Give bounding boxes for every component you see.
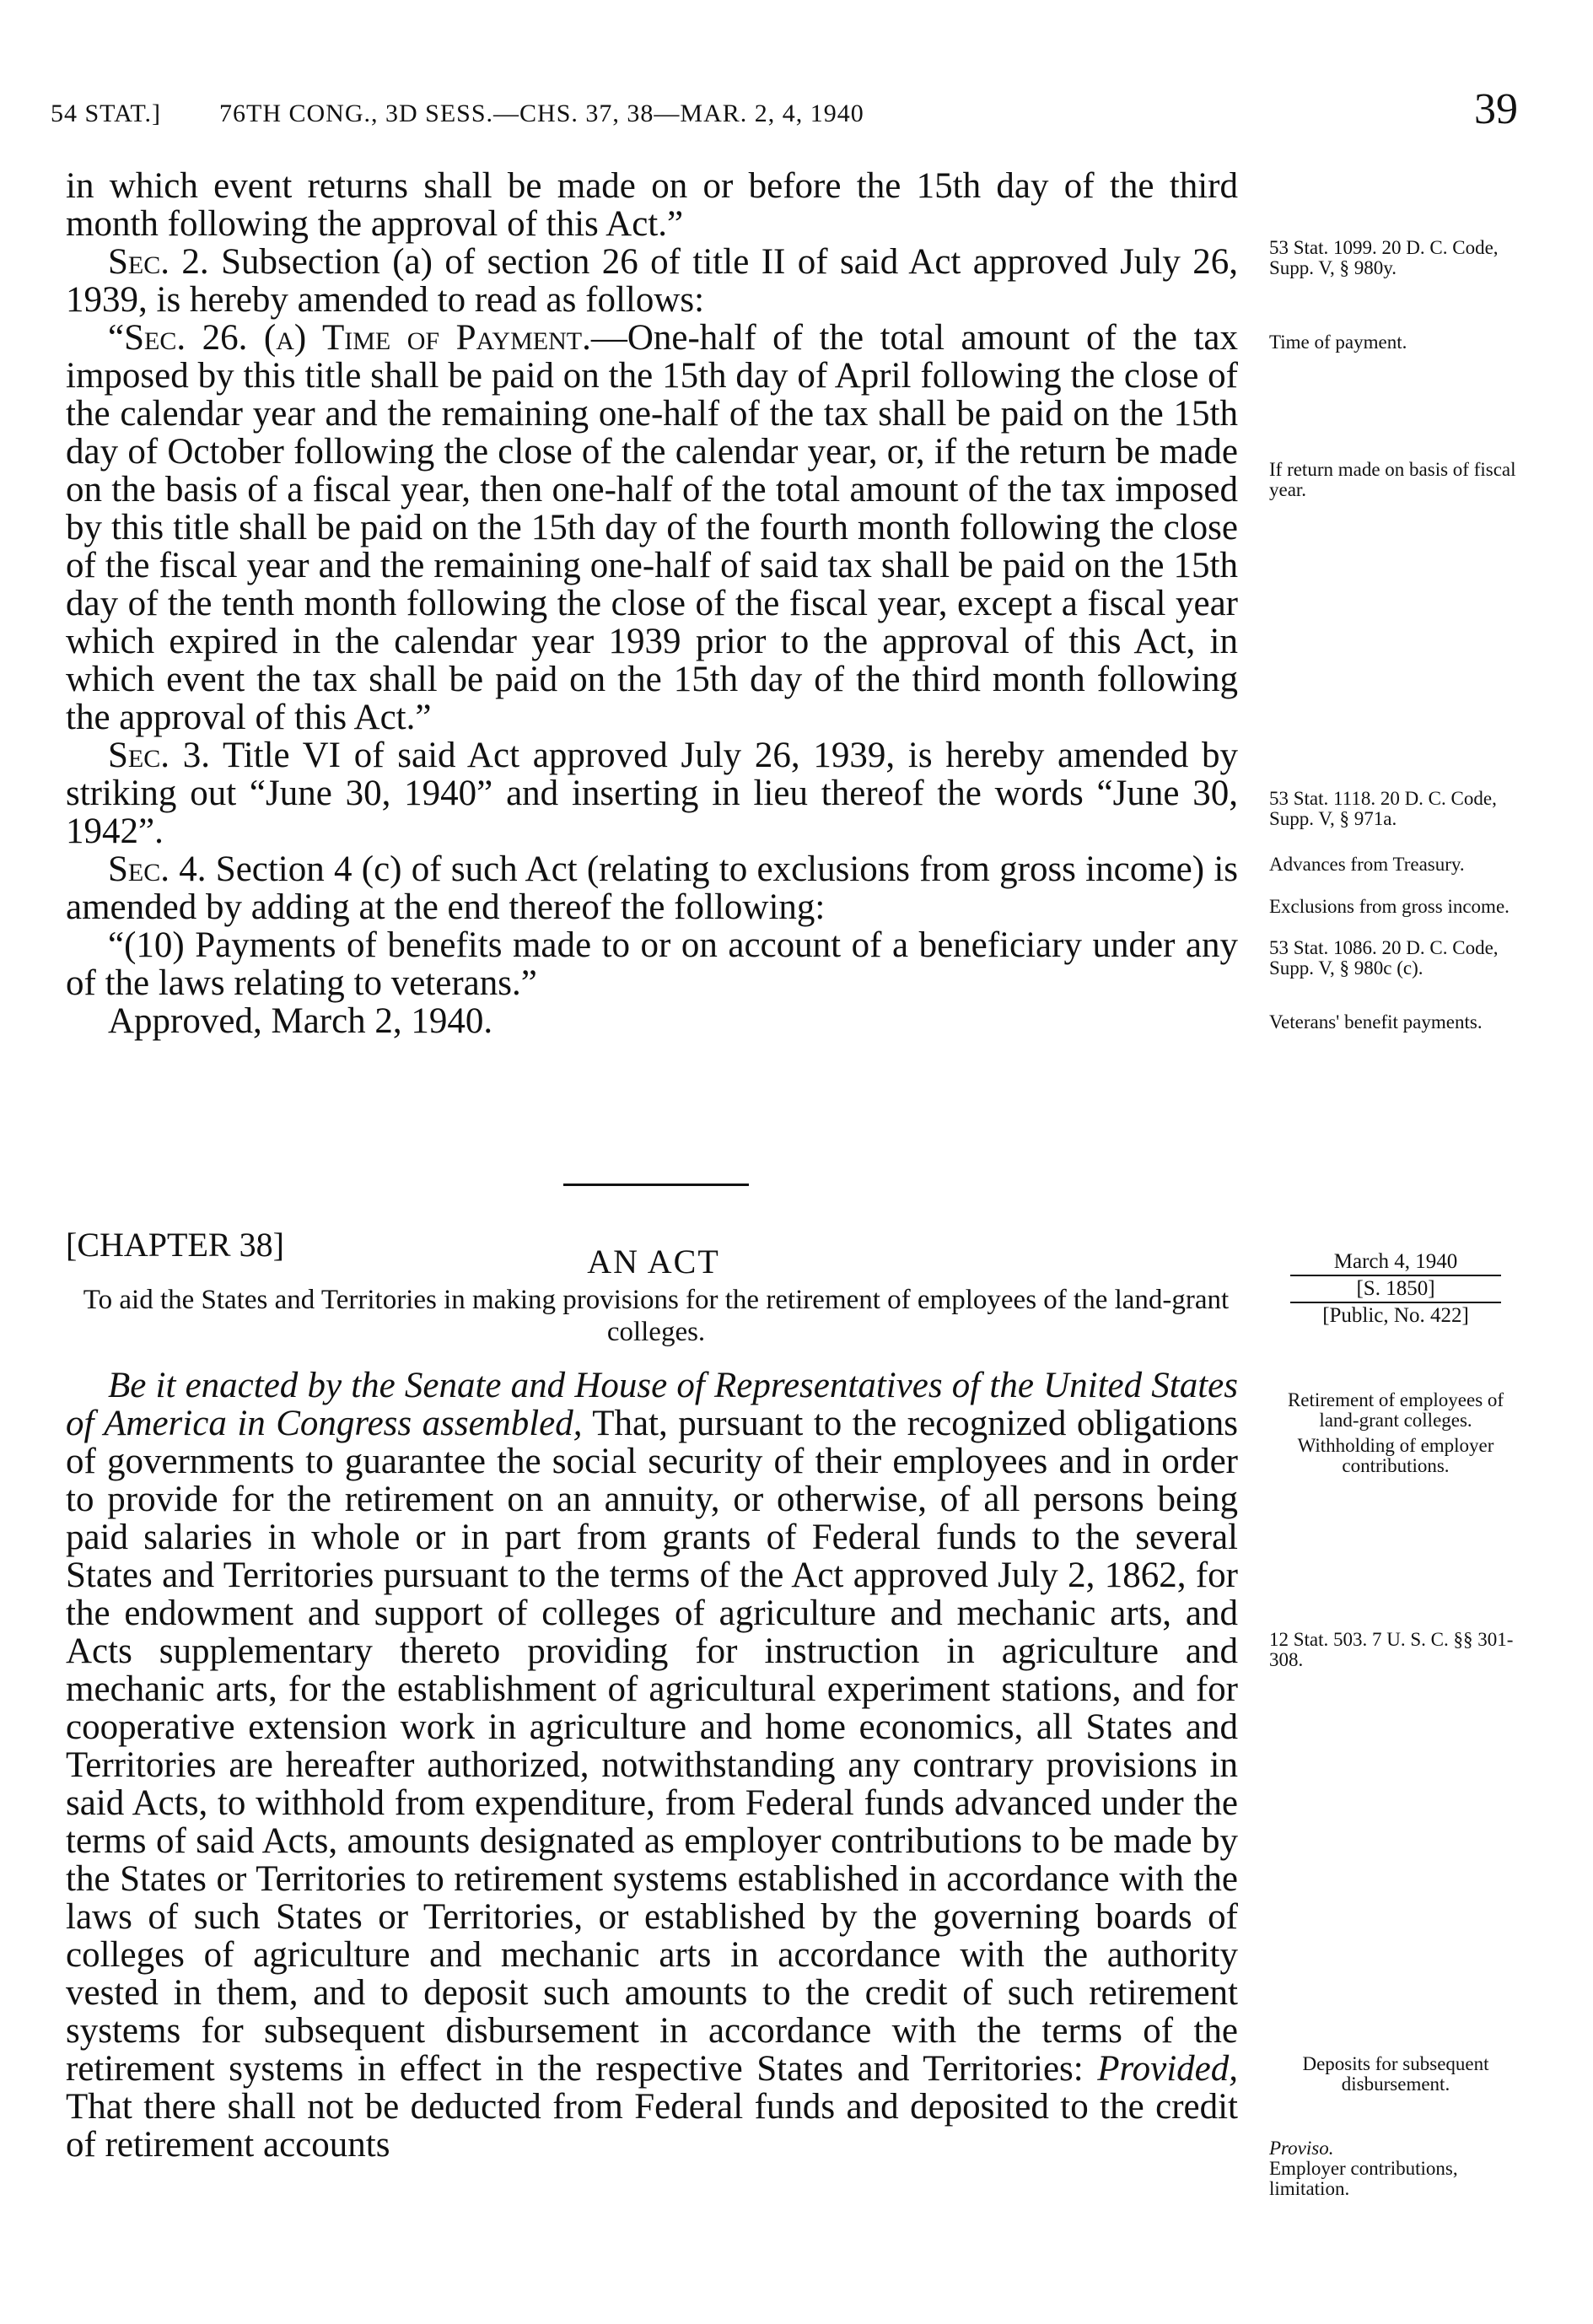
proviso-label: Proviso. xyxy=(1269,2138,1334,2159)
margin-note-citation-2: 53 Stat. 1118. 20 D. C. Code, Supp. V, § 971a. xyxy=(1269,788,1497,829)
proviso-word: Provided, xyxy=(1097,2049,1239,2089)
margin-note-advances: Advances from Treasury. xyxy=(1269,854,1465,875)
section-2-label: Sec. 2. xyxy=(108,242,209,282)
chapter-37-continuation xyxy=(66,167,1238,1040)
page-number: 39 xyxy=(1474,85,1518,133)
date-rule xyxy=(1290,1275,1501,1276)
margin-note-deposits: Deposits for subsequent disbursement. xyxy=(1302,2053,1489,2095)
margin-note-exclusions: Exclusions from gross income. xyxy=(1269,896,1510,917)
section-4-text: Section 4 (c) of such Act (relating to exclusions from gross income) is amended by adding at the end thereof the following: xyxy=(66,849,1239,927)
senate-bill-number: [S. 1850] xyxy=(1356,1277,1435,1300)
margin-note-citation-3: 53 Stat. 1086. 20 D. C. Code, Supp. V, § 980c (c). xyxy=(1269,937,1499,979)
page-header xyxy=(51,84,1518,152)
date-rule xyxy=(1290,1302,1501,1303)
act-heading: AN ACT xyxy=(587,1243,720,1281)
margin-note-time-of-payment: Time of payment. xyxy=(1269,332,1407,353)
volume-reference: 54 STAT.] xyxy=(51,100,162,127)
enacting-body: That, pursuant to the recognized obligations of governments to guarantee the social security of their employees and in order to provide for the retirement on an annuity, or otherwise, of all persons being paid salaries in whole or in part from grants of Federal funds to the several States and Territories pursuant to the terms of the Act approved July 2, 1862, for the endowment and support of colleges of agriculture and mechanic arts, and Acts supplementary thereto providing for instruction in agriculture and mechanic arts, for the establishment of agricultural experiment stations, and for cooperative extension work in agriculture and home economics, all States and Territories are hereafter authorized, notwithstanding any contrary provisions in said Acts, to withhold from expenditure, from Federal funds advanced under the terms of said Acts, amounts designated as employer contributions to be made by the States or Territories to retirement systems established in accordance with the laws of such States or Territories, or established by the governing boards of colleges of agriculture and mechanic arts in accordance with the authority vested in them, and to deposit such amounts to the credit of such retirement systems for subsequent disbursement in accordance with the terms of the retirement systems in effect in the respective States and Territories: xyxy=(66,1404,1238,2089)
section-2-text: Subsection (a) of section 26 of title II of said Act approved July 26, 1939, is hereby amended to read as follows: xyxy=(66,242,1239,320)
section-2 xyxy=(66,243,1238,319)
enacting-clause: Be it enacted by the Senate and House of Representatives of the United States of America in Congress assembled, xyxy=(66,1366,1238,1443)
margin-note-citation-1: 53 Stat. 1099. 20 D. C. Code, Supp. V, § 980y. xyxy=(1269,237,1499,278)
paragraph-continuation: in which event returns shall be made on or before the 15th day of the third month following the approval of this Act.” xyxy=(66,166,1238,244)
section-4 xyxy=(66,850,1238,926)
section-divider xyxy=(563,1184,749,1186)
approval-line: Approved, March 2, 1940. xyxy=(108,1001,493,1041)
margin-note-fiscal-year: If return made on basis of fiscal year. xyxy=(1269,459,1516,500)
session-line: 76TH CONG., 3D SESS.—CHS. 37, 38—MAR. 2, 4, 1940 xyxy=(219,100,864,127)
section-3 xyxy=(66,736,1238,850)
margin-note-retirement: Retirement of employees of land-grant colleges. xyxy=(1287,1389,1504,1431)
margin-note-proviso xyxy=(1269,2138,1522,2199)
margin-note-veterans: Veterans' benefit payments. xyxy=(1269,1011,1483,1033)
proviso-note: Employer contributions, limitation. xyxy=(1269,2158,1458,2199)
section-26a xyxy=(66,319,1238,736)
section-3-text: Title VI of said Act approved July 26, 1939, is hereby amended by striking out “June 30, 1940” and inserting in lieu thereof the words “June 30, 1942”. xyxy=(66,736,1239,851)
public-law-number: [Public, No. 422] xyxy=(1322,1304,1469,1327)
margin-note-withholding: Withholding of employer contributions. xyxy=(1297,1435,1494,1476)
enactment-date: March 4, 1940 xyxy=(1333,1250,1458,1273)
enactment-date-block xyxy=(1269,1250,1522,1328)
proviso-text: That there shall not be deducted from Federal funds and deposited to the credit of retirement accounts xyxy=(66,2087,1238,2165)
margin-note-citation-4: 12 Stat. 503. 7 U. S. C. §§ 301-308. xyxy=(1269,1629,1514,1670)
enacting-paragraph xyxy=(66,1367,1238,2164)
chapter-label: [CHAPTER 38] xyxy=(66,1226,284,1264)
chapter-38-body xyxy=(66,1367,1238,2164)
item-10: “(10) Payments of benefits made to or on account of a beneficiary under any of the laws relating to veterans.” xyxy=(66,925,1238,1003)
section-26a-text: —One-half of the total amount of the tax imposed by this title shall be paid on the 15th day of April following the close of the calendar year and the remaining one-half of the tax shall be paid on the 15th day of October following the close of the calendar year, or, if the return be made on the basis of a fiscal year, then one-half of the total amount of the tax imposed by this title shall be paid on the 15th day of the fourth month following the close of the fiscal year and the remaining one-half of said tax shall be paid on the 15th day of the tenth month following the close of the fiscal year, except a fiscal year which expired in the calendar year 1939 prior to the approval of this Act, in which event the tax shall be paid on the 15th day of the third month following the approval of this Act.” xyxy=(66,318,1238,737)
act-title: To aid the States and Territories in making provisions for the retirement of employees of the land-grant colleges. xyxy=(83,1285,1230,1347)
section-4-label: Sec. 4. xyxy=(108,849,207,889)
section-26a-label: “Sec. 26. (a) Time of Payment. xyxy=(108,318,591,358)
section-3-label: Sec. 3. xyxy=(108,736,210,775)
